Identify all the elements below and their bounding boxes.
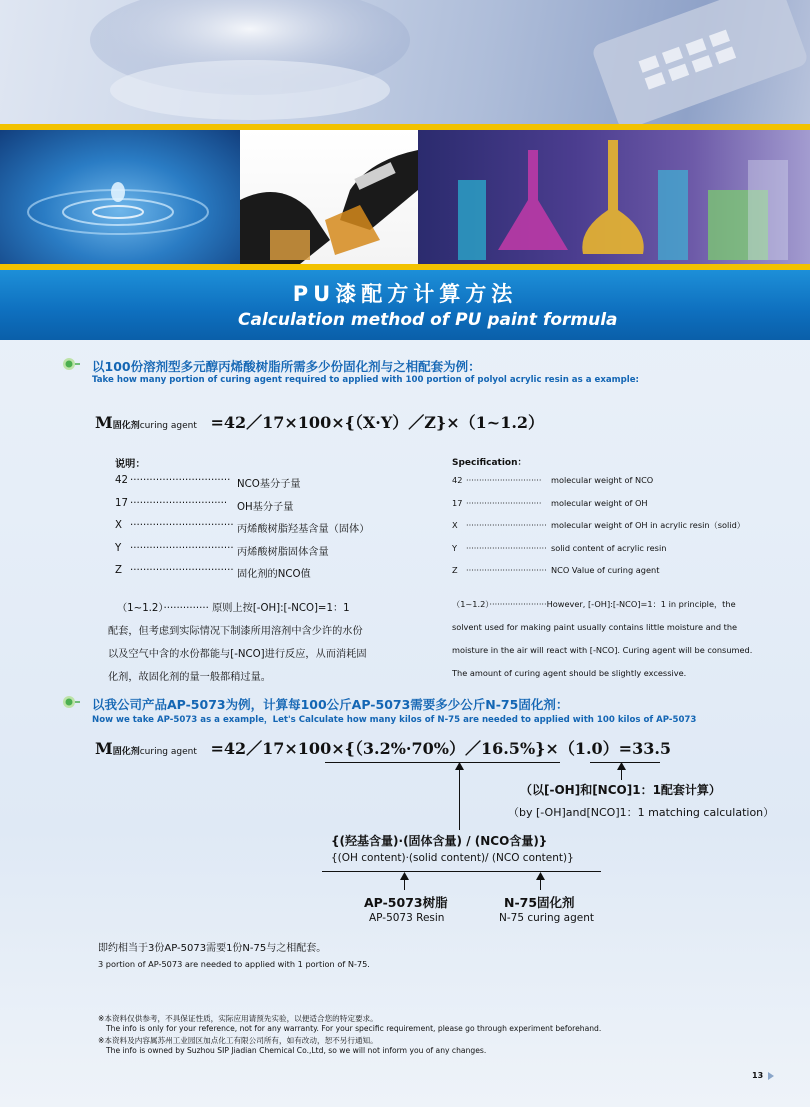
formula2-m: M (95, 739, 113, 758)
cn-definition: OH基分子量 (237, 501, 294, 513)
formula2-body: =42／17×100×{（3.2%·70%）／16.5%}×（1.0）=33.5 (210, 739, 672, 758)
title-bar (0, 270, 810, 340)
note-para-cn-line4: 化剂，故固化剂的量一般都稍过量。 (108, 672, 271, 683)
agent-cn: N-75固化剂 (504, 895, 575, 910)
explain-title-en: Specification： (452, 458, 527, 468)
cn-key: X (115, 520, 122, 531)
en-definition: NCO Value of curing agent (551, 565, 660, 575)
formula-sub-cn: 固化剂 (112, 421, 140, 431)
bullet-icon (62, 357, 80, 371)
bullet-icon-2 (62, 695, 80, 709)
note-para-en-line2: solvent used for making paint usually contains little moisture and the (452, 622, 738, 632)
page-title-en: Calculation method of PU paint formula (238, 310, 618, 330)
note-para-cn-line3: 以及空气中含的水份都能与[-NCO]进行反应，从而消耗固 (108, 649, 367, 660)
water-drop-photo (0, 130, 240, 264)
resin-en: AP-5073 Resin (369, 912, 445, 924)
cn-definition: 丙烯酸树脂固体含量 (237, 546, 329, 558)
summary-cn: 即约相当于3份AP-5073需要1份N-75与之相配套。 (98, 943, 327, 954)
cn-definition: 丙烯酸树脂羟基含量（固体） (237, 524, 370, 535)
note-para-en-line1: （1~1.2）······················However, [-OH]:[-NCO]=1：1 in principle，the (452, 599, 736, 609)
en-definition: molecular weight of NCO (551, 475, 654, 485)
note-para-en-line4: The amount of curing agent should be slightly excessive. (452, 668, 687, 678)
cn-definition: NCO基分子量 (237, 479, 301, 490)
lab-glassware-illustration (0, 0, 810, 124)
arrow-up-icon-4 (536, 872, 545, 880)
en-leader-dots: ······························· (466, 520, 547, 530)
arrow-up-icon-2 (617, 762, 626, 770)
arrow-up-icon-3 (400, 872, 409, 880)
formula-underline (325, 762, 560, 763)
footer-note1-cn: ※本资料仅供参考，不具保证性质，实际应用请预先实验，以便适合您的特定要求。 (98, 1014, 378, 1023)
formula-sub-en: curing agent (139, 421, 197, 431)
en-definition: molecular weight of OH in acrylic resin（solid） (551, 520, 745, 530)
page-arrow-icon (768, 1072, 774, 1080)
en-leader-dots: ······························· (466, 542, 547, 553)
section1-heading-cn: 以100份溶剂型多元醇丙烯酸树脂所需多少份固化剂与之相配套为例： (92, 359, 481, 374)
summary-en: 3 portion of AP-5073 are needed to applied with 1 portion of N-75. (98, 959, 370, 969)
cn-key: 42 (115, 475, 128, 486)
explain-title-cn: 说明： (115, 459, 146, 470)
cn-key: 17 (115, 497, 128, 509)
page-number: 13 (752, 1071, 764, 1080)
en-leader-dots: ····························· (466, 497, 542, 508)
cn-leader-dots: ································ (130, 542, 234, 554)
header-banner-image (0, 0, 810, 124)
en-key: X (452, 520, 458, 530)
section1-heading-en: Take how many portion of curing agent required to applied with 100 portion of polyol acrylic resin as a example: (92, 375, 639, 385)
en-leader-dots: ······························· (466, 565, 547, 575)
en-definition: solid content of acrylic resin (551, 542, 667, 553)
note-para-en-line3: moisture in the air will react with [-NCO]. Curing agent will be consumed. (452, 645, 753, 655)
formula2-sub-cn: 固化剂 (112, 747, 140, 757)
note-para-cn-line2: 配套，但考虑到实际情况下制漆所用溶剂中含少许的水份 (108, 626, 363, 637)
chemist-hands-photo (240, 130, 418, 264)
cn-leader-dots: ······························· (130, 475, 231, 486)
en-key: Z (452, 565, 458, 575)
formula-m: M (95, 413, 113, 432)
en-definition: molecular weight of OH (551, 497, 648, 508)
agent-en: N-75 curing agent (499, 912, 594, 924)
en-key: 42 (452, 475, 463, 485)
formula-body: =42／17×100×{（X·Y）／Z}×（1~1.2） (210, 413, 545, 432)
arrow-up-icon (455, 762, 464, 770)
cn-leader-dots: ································ (130, 520, 234, 531)
formula-2 (95, 736, 671, 759)
footer-note1-en: The info is only for your reference, not for any warranty. For your specific requirement, please go through experiment beforehand. (106, 1024, 602, 1033)
cn-leader-dots: ······························ (130, 497, 228, 509)
content-cn: {(羟基含量)·(固体含量) / (NCO含量)} (331, 834, 548, 848)
photo-strip (0, 130, 810, 264)
content-underline (322, 871, 601, 872)
formula-1 (95, 410, 544, 433)
section2-heading-cn: 以我公司产品AP-5073为例，计算每100公斤AP-5073需要多少公斤N-75固化剂： (92, 697, 569, 712)
en-key: 17 (452, 497, 463, 508)
flasks-photo (418, 130, 810, 264)
note-para-cn-line1: （1~1.2）·············· 原则上按[-OH]:[-NCO]=1：1 (117, 603, 350, 614)
resin-cn: AP-5073树脂 (364, 895, 448, 910)
cn-key: Z (115, 565, 122, 576)
content-en: {(OH content)·(solid content)/ (NCO content)} (331, 852, 574, 864)
footer-note2-en: The info is owned by Suzhou SIP Jiadian Chemical Co.,Ltd, so we will not inform you of any changes. (106, 1046, 487, 1055)
ratio-en: （by [-OH]and[NCO]1：1 matching calculation） (508, 806, 775, 819)
formula2-sub-en: curing agent (139, 747, 197, 757)
page-title-cn: PU漆配方计算方法 (292, 282, 518, 306)
footer-note2-cn: ※本资料及内容属苏州工业园区加点化工有限公司所有，如有改动，恕不另行通知。 (98, 1036, 378, 1045)
cn-leader-dots: ································ (130, 565, 234, 576)
section2-heading-en: Now we take AP-5073 as a example，Let's Calculate how many kilos of N-75 are needed to applied with 100 kilos of AP-5073 (92, 715, 697, 725)
cn-definition: 固化剂的NCO值 (237, 569, 311, 580)
ratio-cn: （以[-OH]和[NCO]1：1配套计算） (520, 783, 721, 797)
en-leader-dots: ····························· (466, 475, 542, 485)
en-key: Y (452, 542, 458, 553)
cn-key: Y (115, 542, 122, 554)
content-arrow-line (459, 768, 460, 830)
